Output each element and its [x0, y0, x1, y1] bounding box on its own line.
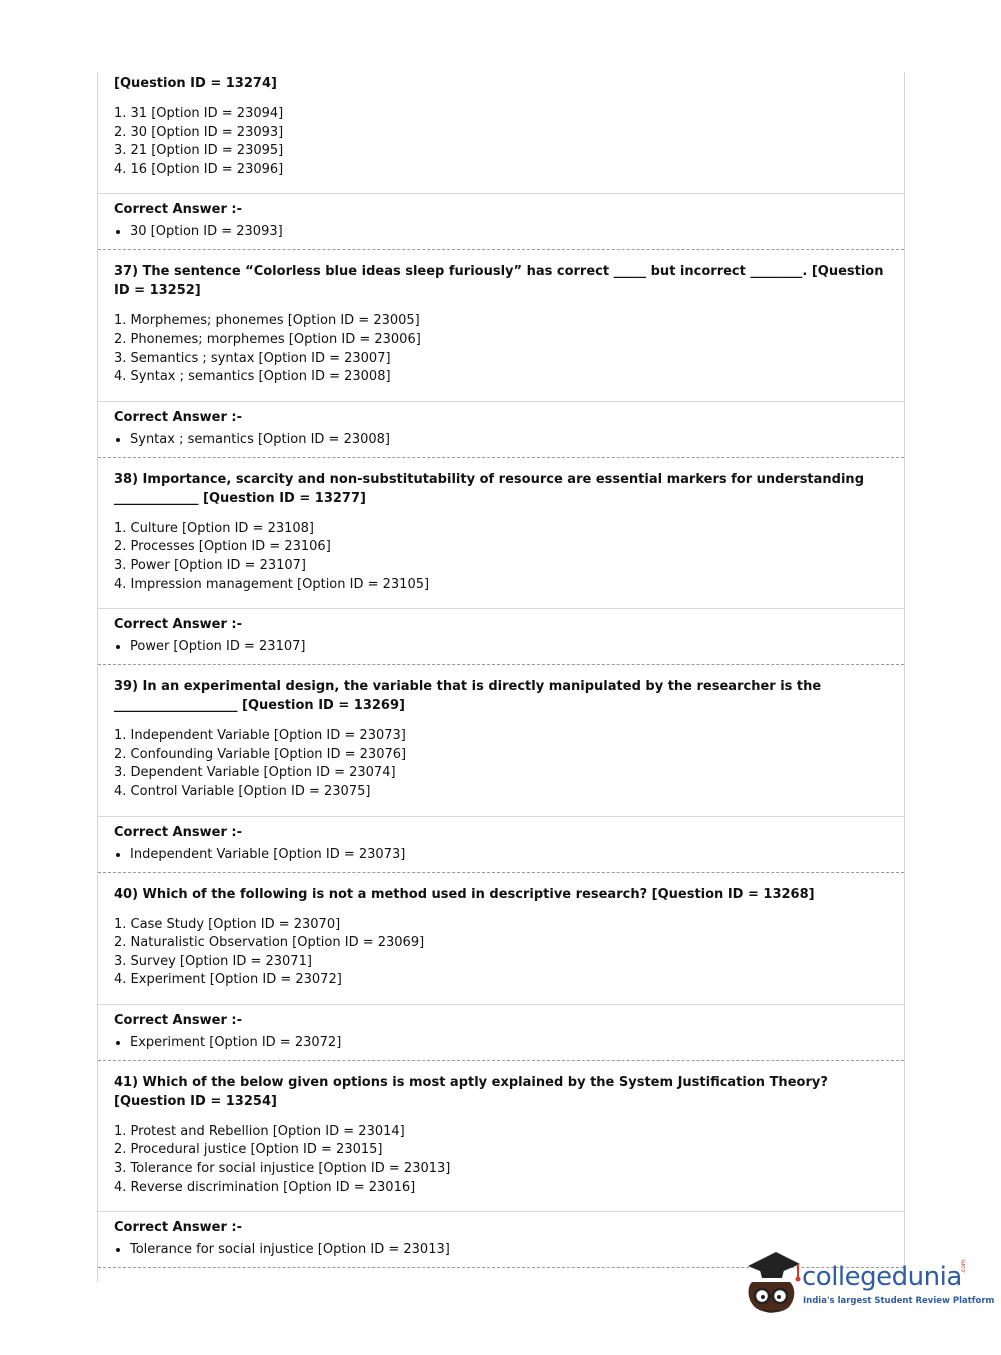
question-header: 40) Which of the following is not a method used in descriptive research? [Question ID = 13268]	[114, 886, 815, 902]
question-header-line: ___________________ [Question ID = 13269]	[114, 698, 405, 714]
question-header: 37) The sentence “Colorless blue ideas sleep furiously” has correct _____ but incorrect ________. [Question ID = 13252]	[114, 264, 884, 299]
option-item: 4. Reverse discrimination [Option ID = 23016]	[114, 1179, 416, 1195]
option-item: 3. Semantics ; syntax [Option ID = 23007]	[114, 350, 391, 366]
correct-answer-label: Correct Answer :-	[114, 617, 242, 633]
mascot-icon	[742, 1248, 804, 1320]
correct-answer: • Syntax ; semantics [Option ID = 23008]	[130, 430, 888, 449]
option-item: 4. Impression management [Option ID = 23105]	[114, 576, 430, 592]
option-item: 2. Procedural justice [Option ID = 23015]	[114, 1142, 383, 1158]
question-block-40	[98, 873, 904, 1061]
option-item: 1. Case Study [Option ID = 23070]	[114, 916, 341, 932]
question-block-41	[98, 1061, 904, 1268]
options-list	[98, 508, 904, 608]
option-item: 2. Naturalistic Observation [Option ID = 23069]	[114, 935, 425, 951]
correct-answer-label: Correct Answer :-	[114, 824, 242, 840]
option-item: 2. 30 [Option ID = 23093]	[114, 124, 284, 140]
question-header-line: 38) Importance, scarcity and non-substitutability of resource are essential markers for understanding	[114, 471, 864, 487]
correct-answer-list	[98, 842, 904, 872]
correct-answer: • Independent Variable [Option ID = 23073]	[130, 845, 888, 864]
option-item: 1. Independent Variable [Option ID = 23073]	[114, 728, 406, 744]
correct-answer-label: Correct Answer :-	[114, 1012, 242, 1028]
correct-answer-list	[98, 427, 904, 457]
option-item: 2. Confounding Variable [Option ID = 23076]	[114, 746, 407, 762]
options-list	[98, 904, 904, 1004]
question-block-36	[98, 72, 904, 250]
question-header-line: _____________ [Question ID = 13277]	[114, 490, 366, 506]
options-list	[98, 300, 904, 400]
question-sheet	[97, 72, 905, 1282]
option-item: 3. Survey [Option ID = 23071]	[114, 953, 312, 969]
option-item: 4. 16 [Option ID = 23096]	[114, 161, 284, 177]
question-block-37	[98, 250, 904, 457]
option-item: 1. Culture [Option ID = 23108]	[114, 520, 315, 536]
logo-wordmark: collegedunia	[802, 1262, 962, 1292]
logo-tagline: India's largest Student Review Platform	[803, 1296, 995, 1306]
correct-answer-list	[98, 1030, 904, 1060]
option-item: 4. Experiment [Option ID = 23072]	[114, 972, 342, 988]
option-item: 3. 21 [Option ID = 23095]	[114, 143, 284, 159]
question-block-39	[98, 665, 904, 872]
question-header-line: 39) In an experimental design, the variable that is directly manipulated by the researcher is the	[114, 679, 822, 695]
correct-answer: • Power [Option ID = 23107]	[130, 637, 888, 656]
option-item: 1. 31 [Option ID = 23094]	[114, 106, 284, 121]
option-item: 2. Phonemes; morphemes [Option ID = 23006]	[114, 331, 421, 347]
option-item: 3. Dependent Variable [Option ID = 23074]	[114, 765, 396, 781]
question-header	[98, 665, 904, 715]
option-item: 4. Control Variable [Option ID = 23075]	[114, 783, 371, 799]
correct-answer-label: Correct Answer :-	[114, 409, 242, 425]
logo-domain-suffix: .com	[960, 1259, 967, 1274]
option-item: 3. Tolerance for social injustice [Option ID = 23013]	[114, 1161, 451, 1177]
correct-answer: • 30 [Option ID = 23093]	[130, 222, 888, 241]
correct-answer: • Experiment [Option ID = 23072]	[130, 1033, 888, 1052]
question-header: [Question ID = 13274]	[114, 76, 277, 91]
correct-answer-list	[98, 634, 904, 664]
option-item: 1. Protest and Rebellion [Option ID = 23014]	[114, 1123, 405, 1139]
collegedunia-logo	[742, 1248, 995, 1320]
options-list	[98, 715, 904, 815]
correct-answer: • Tolerance for social injustice [Option ID = 23013]	[130, 1240, 888, 1259]
option-item: 4. Syntax ; semantics [Option ID = 23008]	[114, 369, 391, 385]
correct-answer-label: Correct Answer :-	[114, 202, 242, 218]
option-item: 1. Morphemes; phonemes [Option ID = 23005]	[114, 313, 420, 329]
correct-answer-label: Correct Answer :-	[114, 1220, 242, 1236]
question-header	[98, 458, 904, 508]
options-list	[98, 1111, 904, 1211]
option-item: 2. Processes [Option ID = 23106]	[114, 539, 331, 555]
question-block-38	[98, 458, 904, 665]
correct-answer-list	[98, 219, 904, 249]
question-header: 41) Which of the below given options is most aptly explained by the System Justification Theory? [Question ID = 13254]	[114, 1074, 828, 1109]
option-item: 3. Power [Option ID = 23107]	[114, 557, 306, 573]
options-list	[98, 93, 904, 193]
